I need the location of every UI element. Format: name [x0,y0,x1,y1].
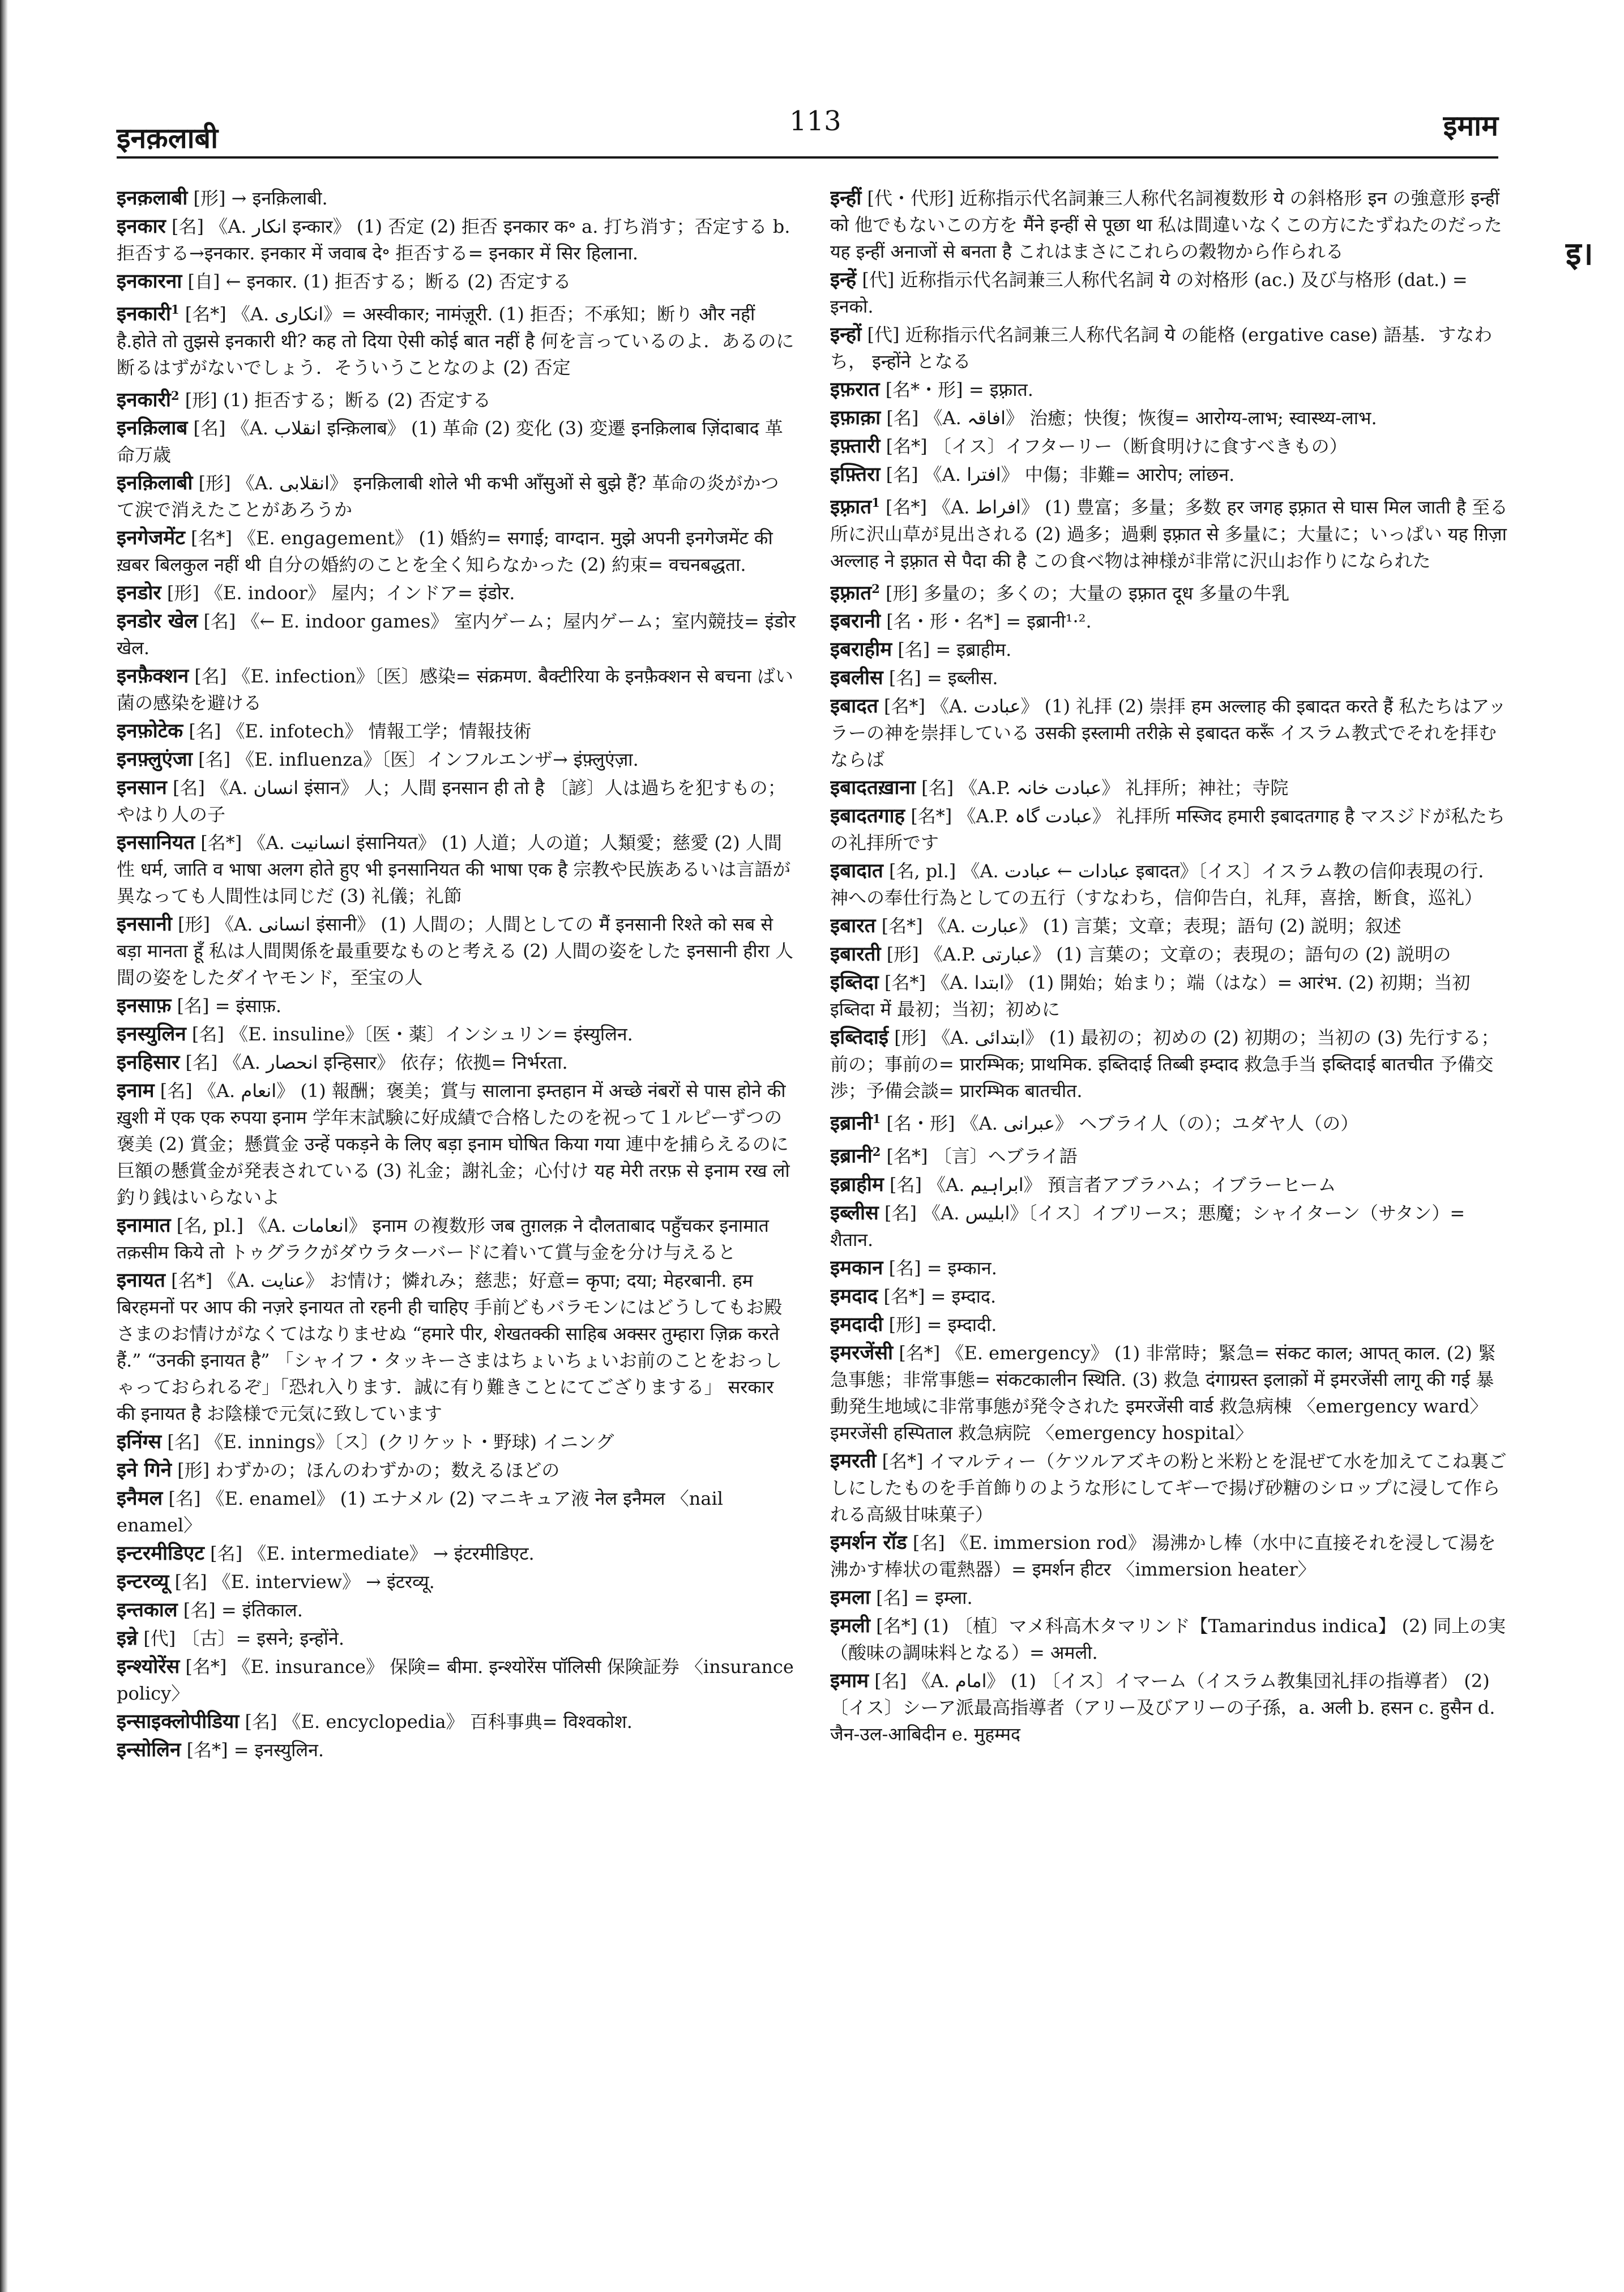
entry-definition: [名] = इम्ला. [870,1586,973,1608]
entry-headword: इब्रानी [830,1144,873,1168]
entry-headword: इन्हों [830,323,862,346]
dictionary-entry [830,636,1510,663]
header-last-headword: इमाम [1443,109,1498,142]
entry-headword: इनसाफ़ [117,994,172,1018]
entry-headword: इने गिने [117,1458,172,1482]
entry-definition: [名*] 〔言〕ヘブライ語 [881,1145,1078,1167]
entry-headword: इफ़रात [830,378,880,401]
dictionary-entry [117,608,796,661]
entry-definition: [名] = इंतिकाल. [177,1599,303,1621]
entry-headword: इनसान [117,776,167,800]
dictionary-entry [830,1024,1510,1104]
page-header [117,105,1498,162]
entry-definition: [自] ← इनकार. (1) 拒否する；断る (2) 否定する [182,271,571,292]
entry-headword: इनडोर [117,581,161,605]
entry-headword: इमर्शन रॉड [830,1530,907,1554]
entry-definition: [名] = इंसाफ़. [171,995,282,1017]
dictionary-entry [830,857,1510,911]
dictionary-entry [830,404,1510,432]
entry-definition: [名*・形] = इफ़्रात. [879,379,1033,400]
entry-definition: [名] 《E. infotech》 情報工学；情報技術 [183,720,532,742]
entry-definition: [名*] 《A. عبارت》 (1) 言葉；文章；表現；語句 (2) 説明；叙述 [875,915,1401,937]
entry-headword: इनकार [117,215,166,238]
entry-headword: इफ़्रात [830,495,872,519]
entry-definition: [名*] 《A. انسانیت इंसानियत》 (1) 人道；人の道；人類愛；慈愛 (2) 人間性 धर्म, जाति व भाषा अलग होते हुए भी इनसानियत की भाषा एक है 宗教や民族あるいは言語が異なっても人間性は同じだ (3) 礼儀；礼節 [117,832,791,907]
entry-headword: इनगेजमेंट [117,526,185,550]
dictionary-entry [830,1612,1510,1666]
dictionary-entry [117,1653,796,1707]
entry-headword: इबादत [830,694,878,718]
entry-headword: इनकारी [117,302,171,326]
entry-headword: इनायत [117,1269,165,1292]
dictionary-entry [830,941,1510,968]
dictionary-entry [117,663,796,716]
dictionary-entry [830,376,1510,403]
entry-definition: [名] 《A. انکار इन्कार》 (1) 否定 (2) 拒否 इनकार क॰ a. 打ち消す；否定する b. 拒否する→इनकार. इनकार में जवाब दे॰ 拒否する= इनकार में सिर हिलाना. [117,216,790,264]
entry-definition: [形] 《E. indoor》 屋内；インドア= इंडोर. [161,582,515,604]
entry-headword: इनस्युलिन [117,1022,186,1046]
entry-headword: इनिंग्स [117,1430,162,1454]
entry-headword: इब्तिदा [830,971,879,995]
dictionary-entry [830,1200,1510,1253]
entry-definition: [形] 《A.P. عبارتی》 (1) 言葉の；文章の；表現の；語句の (2) 説明の [881,944,1451,966]
entry-definition: [名, pl.] 《A. عبادات ← عبادت इबादत》〔イス〕イスラム教の信仰表現の行．神への奉仕行為としての五行（すなわち，信仰告白，礼拜，喜捨，断食，巡礼） [830,860,1497,909]
entry-headword: इनक़िलाबी [117,471,193,495]
entry-definition: [名] 《A. امام》 (1) 〔イス〕イマーム（イスラム教集団礼拝の指導者） (2) 〔イス〕シーア派最高指導者（アリー及びアリーの子孫，a. अली b. हसन c. हुसैन d. जैन-उल-आबिदीन e. मुहम्मद [830,1670,1495,1745]
left-column [117,185,796,2178]
entry-headword: इन्साइक्लोपीडिया [117,1710,240,1734]
entry-headword: इबादतगाह [830,804,905,828]
header-rule [117,156,1498,159]
dictionary-entry [117,911,796,991]
entry-headword: इबराहीम [830,638,892,661]
dictionary-entry [117,579,796,607]
entry-definition: [名] 《A. ابراہیم》 預言者アブラハム；イブラーヒーム [883,1173,1336,1196]
entry-headword: इबादात [830,859,883,883]
entry-definition: [形] (1) 拒否する；断る (2) 否定する [179,389,492,411]
entry-homograph-number: 1 [871,496,880,510]
dictionary-entry [830,433,1510,460]
entry-definition: [代] 〔古〕= इसने; इन्होंने. [138,1628,344,1650]
dictionary-entry [117,774,796,828]
entry-headword: इन्टरमीडिएट [117,1542,204,1565]
entry-headword: इनफ़्लुएंजा [117,748,193,771]
entry-headword: इन्ने [117,1627,138,1650]
dictionary-entry [830,1106,1510,1137]
entry-definition: [代] 近称指示代名詞兼三人称代名詞 ये の対格形 (ac.) 及び与格形 (dat.) = इनको. [830,269,1468,317]
entry-headword: इनहिसार [117,1051,180,1074]
dictionary-entry [117,992,796,1019]
entry-headword: इनाम [117,1079,155,1103]
dictionary-entry [117,470,796,523]
dictionary-entry [117,415,796,468]
dictionary-entry [830,1339,1510,1446]
entry-headword: इबादतख़ाना [830,776,916,800]
dictionary-entry [117,718,796,745]
entry-definition: [名*] 《A. انکاری》= अस्वीकार; नामंज़ूरी. (1) 拒否；不承知；断り और नहीं है.होते तो तुझसे इनकारी थी? कह तो दिया ऐसी कोई बात नहीं है 何を言っているのよ．あるのに断るはずがないでしょう．そういうことなのよ (2) 否定 [117,303,794,378]
entry-headword: इनक़लाबी [117,186,188,210]
entry-definition: [代・代形] 近称指示代名詞兼三人称代名詞複数形 ये の斜格形 इन の強意形 इन्हीं को 他でもないこの方を मैंने इन्हीं से पूछा था 私は間違いなくこの方にたずねたのだった यह इन्हीं अनाजों से बनता है これはまさにこれらの穀物から作られる [830,187,1502,262]
entry-headword: इबलीस [830,666,883,690]
entry-definition: [名*] = इनस्युलिन. [181,1739,324,1761]
entry-definition: [名] 《A.P. عبادت خانہ》 礼拝所；神社；寺院 [915,777,1289,799]
entry-definition: [名・形] 《A. عبرانی》 ヘブライ人（の）；ユダヤ人（の） [881,1112,1359,1134]
entry-headword: इमली [830,1614,870,1637]
dictionary-entry [830,575,1510,607]
entry-definition: [名] 《E. enamel》 (1) エナメル (2) マニキュア液 नेल इनैमल 〈nail enamel〉 [117,1488,723,1536]
dictionary-entry [117,829,796,910]
dictionary-entry [117,268,796,295]
dictionary-entry [830,693,1510,773]
dictionary-entry [117,1708,796,1735]
entry-headword: इन्सोलिन [117,1738,181,1762]
entry-headword: इब्लीस [830,1201,879,1224]
entry-homograph-number: 1 [170,302,180,317]
dictionary-entry [830,1138,1510,1170]
dictionary-entry [830,969,1510,1023]
dictionary-entry [117,1212,796,1266]
entry-headword: इमदाद [830,1284,878,1308]
entry-headword: इनकारी [117,388,171,412]
entry-definition: [名*] 《A. ابتدا》 (1) 開始；始まり；端（はな）= आरंभ. (2) 初期；当初 इब्तिदा में 最初；当初；初めに [830,972,1471,1021]
dictionary-entry [830,664,1510,692]
dictionary-entry [830,803,1510,856]
entry-headword: इन्श्योरेंस [117,1655,180,1679]
dictionary-entry [830,1311,1510,1338]
entry-definition: [名*] 《A.P. عبادت گاہ》 礼拝所 मस्जिद हमारी इबादतगाह है マスジドが私たちの礼拝所です [830,805,1506,854]
entry-definition: [名] 《A. انقلاب इन्क़िलाब》 (1) 革命 (2) 変化 (3) 変遷 इनक़िलाब ज़िंदाबाद 革命万歳 [117,417,783,466]
entry-headword: इनफ़ोटेक [117,719,183,743]
page-number: 113 [789,105,841,137]
entry-definition: [形] 《A. انسانی इंसानी》 (1) 人間の；人間としての मैं इनसानी रिश्ते को सब से बड़ा मानता हूँ 私は人間関係を最重要なものと考える (2) 人間の姿をした इनसानी हीरा 人間の姿をしたダイヤモンド，至宝の人 [117,914,794,989]
entry-headword: इनामात [117,1214,171,1237]
entry-definition: [形] 多量の；多くの；大量の इफ़्रात दूध 多量の牛乳 [879,582,1290,604]
entry-definition: [名*] 《E. insurance》 保険= बीमा. इन्श्योरेंस पॉलिसी 保険証券 〈insurance policy〉 [117,1656,794,1705]
dictionary-entry [830,1254,1510,1282]
entry-definition: [名*] = इम्दाद. [878,1285,997,1307]
entry-definition: [名] = इम्कान. [883,1257,997,1279]
entry-headword: इबरानी [830,609,881,633]
entry-headword: इब्तिदाई [830,1026,889,1049]
entry-headword: इब्रानी [830,1111,873,1135]
entry-definition: [名*] イマルティー（ケツルアズキの粉と米粉とを混ぜて水を加えてこね裏ごしにしたものを手首飾りのような形にしてギーで揚げ砂糖のシロップに浸して作られる高級甘味菓子） [830,1450,1507,1525]
dictionary-entry [117,382,796,414]
dictionary-entry [830,1283,1510,1310]
dictionary-entry [830,266,1510,320]
dictionary-entry [830,461,1510,488]
dictionary-entry [117,1736,796,1764]
entry-homograph-number: 2 [871,581,880,596]
entry-headword: इबारती [830,942,881,966]
entry-headword: इन्टरव्यू [117,1570,169,1594]
entry-definition: [名, pl.] 《A. انعامات》 इनाम の複数形 जब तुग़लक़ ने दौलताबाद पहुँचकर इनामात तक़सीम किये तो トゥグラクがダウラターバードに着いて賞与金を分け与えると [117,1215,769,1264]
dictionary-entry [830,1448,1510,1528]
entry-definition: [名*] 《A. افراط》 (1) 豊富；多量；多数 हर जगह इफ़्रात से घास मिल जाती है 至る所に沢山草が見出される (2) 過多；過剰 इफ़्रात से 多量に；大量に；いっぱい यह ग़िज़ा अल्लाह ने इफ़्रात से पैदा की है この食べ物は神様が非常に沢山お作りになられた [830,496,1508,571]
entry-headword: इन्हें [830,268,857,291]
entry-definition: [名] 《E. infection》〔医〕感染= संक्रमण. बैक्टीरिया के इनफ़ैक्शन से बचना ばい菌の感染を避ける [117,665,793,714]
entry-definition: [名] 《E. immersion rod》 湯沸かし棒（水中に直接それを浸して湯を沸かす棒状の電熱器）= इमर्शन हीटर 〈immersion heater〉 [830,1531,1496,1580]
entry-definition: [名] 《A. انسان इंसान》 人；人間 इनसान ही तो है 〔諺〕人は過ちを犯すもの；やはり人の子 [117,777,786,826]
entry-headword: इनडोर खेल [117,609,198,633]
entry-definition: [名*] (1) 〔植〕マメ科高木タマリンド【Tamarindus indica】 (2) 同上の実（酸味の調味料となる）= अमली. [830,1615,1506,1663]
dictionary-entry [117,1021,796,1048]
entry-definition: [名*] 《A. عنایت》 お情け；憐れみ；慈悲；好意= कृपा; दया; मेहरबानी. हम बिरहमनों पर आप की नज़रे इनायत तो रहनी ही चाहिए 手前どもバラモンにはどうしてもお殿さまのお情けがなくてはなりませぬ “हमारे पीर, शेखतक्की साहिब अक्सर तुम्हारा ज़िक्र करते हैं.” “उनकी इनायत है” 「シャイフ・タッキーさまはちょいちょいお前のことをおっしゃっておられるぞ」「恐れ入ります．誠に有り難きことにてござりまする」 सरकार की इनायत है お陰様で元気に致しています [117,1270,783,1425]
entry-definition: [名*] 《E. engagement》 (1) 婚約= सगाई; वाग्दान. मुझे अपनी इनगेजमेंट की ख़बर बिलकुल नहीं थी 自分の婚約のことを全く知らなかった (2) 約束= वचनबद्धता. [117,527,773,576]
entry-definition: [代] 近称指示代名詞兼三人称代名詞 ये の能格 (ergative case) 語基．すなわち， इन्होंने となる [830,324,1493,372]
entry-headword: इमदादी [830,1312,883,1336]
dictionary-entry [117,1568,796,1595]
entry-headword: इब्राहीम [830,1172,884,1196]
entry-definition: [名] 《E. intermediate》 → इंटरमीडिएट. [204,1543,535,1565]
entry-definition: [名] = इब्राहीम. [892,639,1012,661]
entry-definition: [名*] 〔イス〕イフターリー（断食明けに食すべきもの） [880,436,1348,457]
dictionary-entry [117,1049,796,1076]
entry-homograph-number: 2 [872,1144,881,1159]
dictionary-entry [117,1597,796,1624]
entry-definition: [名*] 《E. emergency》 (1) 非常時；緊急= संकट काल; आपत् काल. (2) 緊急事態；非常事態= संकटकालीन स्थिति. (3) 救急 दंगाग्रस्त इलाक़ों में इमरजेंसी लागू की गई 暴動発生地域に非常事態が発令された इमरजेंसी वार्ड 救急病棟 〈emergency ward〉 इमरजेंसी हस्पिताल 救急病院 〈emergency hospital〉 [830,1342,1497,1444]
entry-headword: इफ़ाक़ा [830,406,881,429]
dictionary-entry [117,1077,796,1211]
entry-headword: इमकान [830,1256,883,1279]
entry-definition: [形] わずかの；ほんのわずかの；数えるほどの [172,1459,560,1482]
entry-headword: इनसानियत [117,831,195,855]
entry-headword: इनसानी [117,912,172,936]
entry-definition: [名] 《E. insuline》〔医・薬〕インシュリン= इंस्युलिन. [186,1023,633,1045]
dictionary-entry [117,1457,796,1484]
dictionary-entry [117,1625,796,1652]
dictionary-entry [117,1267,796,1427]
thumb-index-letter: इ। [1566,235,1593,272]
entry-headword: इफ़्रात [830,581,872,605]
entry-definition: [名] 《A. انعام》 (1) 報酬；褒美；賞与 सालाना इम्तहान में अच्छे नंबरों से पास होने की ख़ुशी में एक एक रुपया इनाम 学年末試験に好成績で合格したのを祝って１ルピーずつの褒美 (2) 賞金；懸賞金 उन्हें पकड़ने के लिए बड़ा इनाम घोषित किया गया 連中を捕らえるのに巨額の懸賞金が発表されている (3) 礼金；謝礼金；心付け यह मेरी तरफ़ से इनाम रख लो 釣り銭はいらないよ [117,1080,790,1209]
dictionary-entry [830,912,1510,940]
entry-definition: [形] 《A. انقلابی》 इनक़िलाबी शोले भी कभी आँसुओं से बुझे हैं? 革命の炎がかつて涙で消えたことがあろうか [117,472,779,521]
dictionary-entry [117,746,796,773]
dictionary-entry [830,1584,1510,1611]
entry-definition: [名・形・名*] = इब्रानी¹·². [881,611,1092,633]
entry-definition: [名] 《E. influenza》〔医〕インフルエンザ→ इंफ़्लुएंज़ा. [192,749,639,771]
entry-headword: इमला [830,1585,870,1609]
entry-definition: [形] = इम्दादी. [883,1313,997,1335]
entry-definition: [形] → इनक़िलाबी. [187,187,328,209]
dictionary-entry [117,1485,796,1539]
dictionary-entry [830,1667,1510,1748]
dictionary-entry [830,1529,1510,1583]
dictionary-entry [830,774,1510,801]
entry-definition: [名*] 《A. عبادت》 (1) 礼拝 (2) 崇拝 हम अल्लाह की इबादत करते हैं 私たちはアッラーの神を崇拝している उसकी इस्लामी तरीक़े से इबादत करूँ イスラム教式でそれを拝むならば [830,695,1507,771]
entry-headword: इनकारना [117,270,182,293]
entry-definition: [名] 《E. innings》〔ス〕(クリケット・野球) イニング [161,1431,614,1453]
entry-headword: इमाम [830,1668,869,1692]
entry-headword: इन्हीं [830,186,862,210]
entry-definition: [名] 《A. انحصار इन्हिसार》 依存；依拠= निर्भरता. [180,1052,568,1074]
dictionary-entry [117,185,796,212]
entry-headword: इफ़्तारी [830,434,881,458]
dictionary-entry [830,321,1510,375]
entry-definition: [名] 《← E. indoor games》 室内ゲーム；屋内ゲーム；室内競技= इंडोर खेल. [117,611,796,659]
entry-homograph-number: 2 [170,388,180,403]
entry-headword: इबारत [830,914,876,938]
right-column [830,185,1510,2178]
entry-definition: [形] 《A. ابتدائی》 (1) 最初の；初めの (2) 初期の；当初の (3) 先行する；前の；事前の= प्रारम्भिक; प्राथमिक. इब्तिदाई तिब्बी इम्दाद 救急手当 इब्तिदाई बातचीत 予備交渉；予備会談= प्रारम्भिक बातचीत. [830,1027,1499,1102]
entry-definition: [名] 《E. interview》 → इंटरव्यू. [169,1571,435,1593]
dictionary-entry [830,489,1510,574]
entry-definition: [名] 《A. افترا》 中傷；非難= आरोप; लांछन. [880,464,1235,485]
dictionary-entry [117,296,796,381]
dictionary-entry [117,1428,796,1456]
entry-headword: इमरती [830,1449,877,1472]
dictionary-entry [117,1540,796,1567]
entry-headword: इनफ़ैक्शन [117,664,189,688]
header-first-headword: इनक़लाबी [117,121,219,155]
page-binding-edge [0,0,8,2292]
entry-definition: [名] 《E. encyclopedia》 百科事典= विश्वकोश. [239,1711,632,1733]
entry-headword: इमरजेंसी [830,1341,894,1364]
dictionary-entry [830,185,1510,265]
entry-headword: इनक़िलाब [117,416,188,440]
entry-headword: इफ़्तिरा [830,463,881,486]
entry-definition: [名] 《A. افاقہ》 治癒；快復；恢復= आरोग्य-लाभ; स्वास्थ्य-लाभ. [881,407,1377,429]
dictionary-entry [117,213,796,267]
dictionary-entry [117,524,796,578]
dictionary-entry [830,1171,1510,1198]
entry-definition: [名] = इब्लीस. [883,667,998,689]
entry-homograph-number: 1 [872,1112,881,1126]
dictionary-entry [830,608,1510,635]
entry-headword: इनैमल [117,1487,163,1510]
entry-headword: इन्तकाल [117,1598,178,1622]
entry-definition: [名] 《A. ابلیس》〔イス〕イブリース；悪魔；シャイターン（サタン）= शैतान. [830,1202,1465,1250]
